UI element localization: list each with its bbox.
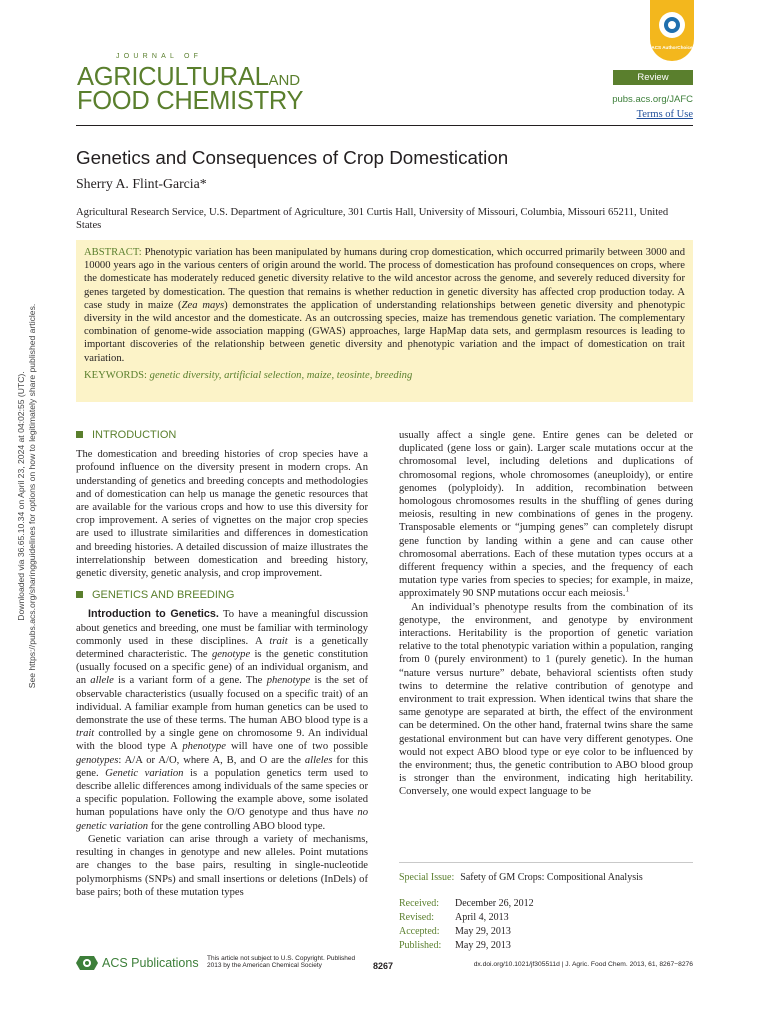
- reference-superscript[interactable]: 1: [625, 585, 629, 594]
- badge-label: ACS AuthorChoice: [651, 45, 693, 50]
- heading-genetics-breeding: [76, 589, 368, 602]
- received-label: Received:: [399, 898, 439, 909]
- published-value: May 29, 2013: [455, 940, 511, 951]
- text-run: for the gene controlling ABO blood type.: [148, 820, 326, 832]
- article-title: Genetics and Consequences of Crop Domestication: [76, 147, 509, 168]
- text-run: usually affect a single gene. Entire genes can be deleted or duplicated (gene loss or gain). Larger scale mutations occur at the chromosomal level, including deletions and duplications of chromosomal regions, whole chromosomes (aneuploidy), or entire genomes (polyploidy). In addition, recombination between homologous chromosomes results in the shuffling of genes during meiosis, resulting in new combinations of genes in the progeny. Transposable elements or “jumping genes” can completely disrupt gene function by landing within a gene and can cause other chromosomal aberrations. Each of these mutation types occurs at a different frequency within a species, and the frequency of each mutation type varies from species to species; for example, in maize, approximately 90 SNP mutations occur each meiosis.: [399, 430, 693, 600]
- journal-title-line-2: FOOD CHEMISTRY: [77, 87, 304, 115]
- subheading-intro-genetics: Introduction to Genetics.: [88, 608, 219, 621]
- special-issue-label: Special Issue:: [399, 872, 455, 883]
- received-date: [399, 897, 693, 911]
- term-genetic-variation: Genetic variation: [105, 767, 184, 779]
- terms-of-use-link[interactable]: Terms of Use: [636, 109, 693, 120]
- journal-of-label: JOURNAL OF: [116, 53, 203, 60]
- accepted-date: [399, 925, 693, 939]
- badge-center-icon: [668, 21, 676, 29]
- term-phenotype: phenotype: [266, 675, 311, 687]
- revised-value: April 4, 2013: [455, 912, 509, 923]
- special-issue-value: Safety of GM Crops: Compositional Analysis: [460, 872, 643, 883]
- text-run: To have a meaningful discussion about genetics and breeding, one must be familiar with terminology commonly used in these disciplines. A: [76, 609, 369, 647]
- genetics-paragraph: [76, 608, 368, 832]
- header-divider: [76, 125, 693, 126]
- revised-label: Revised:: [399, 912, 434, 923]
- revised-date: [399, 911, 693, 925]
- term-trait: trait: [269, 635, 288, 647]
- accepted-value: May 29, 2013: [455, 926, 511, 937]
- abstract-text-b: ) demonstrates the application of understanding relationships between genetic diversity and phenotypic diversity in the wild ancestor and the domesticate. As an outcrossing species, maize has tremendous genetic variation. The complementary combination of genome-wide association mapping (GWAS) approaches, large HapMap data sets, and germplasm resources is leading to important discoveries of the relationship between genetic diversity and phenotypic variation and the impact of domestication on trait variation.: [84, 299, 686, 364]
- text-run: : A/A or A/O, where A, B, and O are the: [118, 754, 305, 766]
- journal-url[interactable]: pubs.acs.org/JAFC: [612, 94, 693, 105]
- keywords: [84, 369, 685, 382]
- text-run: is a population genetics term used to describe allelic differences among individuals of the same species or a specific population. Following the example above, some isolated human populations have only the O/O genotype and thus have: [76, 767, 368, 819]
- citation-text: | J. Agric. Food Chem. 2013, 61, 8267−8276: [559, 961, 693, 968]
- abstract-box: [76, 240, 693, 402]
- author-affiliation: Agricultural Research Service, U.S. Department of Agriculture, 301 Curtis Hall, University of Missouri, Columbia, Missouri 65211, United States: [76, 207, 669, 231]
- heading-introduction-text: INTRODUCTION: [92, 429, 177, 441]
- journal-title-agricultural: AGRICULTURAL: [77, 63, 269, 91]
- special-issue: [399, 871, 693, 885]
- heading-square-icon: [76, 591, 83, 598]
- citation-line: [468, 961, 693, 968]
- term-trait: trait: [76, 728, 95, 740]
- journal-title-and: AND: [268, 72, 301, 89]
- mutation-paragraph: Genetic variation can arise through a variety of mechanisms, resulting in changes in genotype and new alleles. Point mutations are changes to the base pairs, resulting in single-nucleotide polymorphisms (SNPs) and small insertions or deletions (InDels) of base pairs; both of these mutation types: [76, 833, 368, 898]
- abstract-label: ABSTRACT:: [84, 247, 142, 258]
- term-allele: allele: [90, 675, 114, 687]
- watermark-line-2: See https://pubs.acs.org/sharingguidelines for options on how to legitimately share published articles.: [27, 303, 37, 689]
- keywords-values: genetic diversity, artificial selection, maize, teosinte, breeding: [149, 369, 413, 381]
- section-badge: Review: [613, 70, 693, 85]
- term-genotype: genotype: [211, 649, 251, 661]
- published-label: Published:: [399, 940, 442, 951]
- published-date: [399, 939, 693, 953]
- heading-introduction: [76, 429, 368, 442]
- term-phenotype: phenotype: [182, 741, 226, 753]
- intro-paragraph: The domestication and breeding histories of crop species have a profound influence on the diversity present in modern crops. An understanding of genetics and breeding concepts and methodologies and of domestication can help us manage the genetic resources that are available for the various crops and how to use this diversity for crop improvement. A series of vignettes on the major crop species are used to illustrate similarities and differences in domestication and breeding histories. A detailed discussion of maize illustrates the interrelationship between domestication and breeding history, genetic diversity, genetic analysis, and crop improvement.: [76, 449, 368, 580]
- acs-authorchoice-badge: [650, 0, 694, 61]
- text-run: is the genetic constitution (usually focused on a specific gene) of an individual organism, and an: [76, 649, 368, 687]
- acs-publications-logo: [76, 955, 199, 971]
- text-run: controlled by a single gene on chromosome 9. An individual with the blood type A: [76, 728, 368, 753]
- copyright-notice: This article not subject to U.S. Copyright. Published 2013 by the American Chemical Society: [207, 955, 356, 970]
- download-watermark: [16, 156, 38, 836]
- text-run: is a variant form of a gene. The: [113, 675, 267, 687]
- abstract-species: Zea mays: [181, 299, 225, 311]
- keywords-label: KEYWORDS:: [84, 369, 147, 381]
- heading-genetics-breeding-text: GENETICS AND BREEDING: [92, 589, 235, 602]
- term-alleles: alleles: [304, 754, 333, 766]
- author-name: Sherry A. Flint-Garcia*: [76, 176, 207, 191]
- text-run: for this gene.: [76, 754, 368, 779]
- term-genotypes: genotypes: [76, 754, 119, 766]
- text-run: is a genetically determined characteristic. The: [76, 635, 369, 661]
- article-dates: [399, 862, 693, 953]
- heading-square-icon: [76, 431, 83, 438]
- phenotype-paragraph: An individual’s phenotype results from the combination of its genotype, the environment, and genotype by environment interactions. Heritability is the proportion of genetic variation relative to the total phenotypic variation within a population, ranging from 0 (purely environment) to 1 (purely genetic). In the human “nature versus nurture” debate, behavioral scientists often study twins to determine the relative contribution of genotype and environment to trait expression. When identical twins that share the same genotype are separated at birth, the effect of the environment can be determined. On the other hand, fraternal twins share the same gestational environment but can have very different genotypes. One would not expect ABO blood type or eye color to be influenced by the environment; thus, the genetic contribution to ABO blood group is stronger than the environment, indicating high heritability. Conversely, one would expect language to be: [399, 601, 693, 798]
- abstract-text: [84, 246, 685, 365]
- right-column: [399, 429, 693, 799]
- page-number: 8267: [373, 961, 394, 971]
- publisher-name: ACS Publications: [102, 956, 199, 970]
- accepted-label: Accepted:: [399, 926, 440, 937]
- text-run: is the set of observable characteristics (usually focused on a specific trait) of an individual. A familiar example from human genetics can be used to demonstrate the use of these terms. The human ABO blood type is a: [76, 675, 369, 727]
- mutation-paragraph-continued: [399, 429, 693, 601]
- received-value: December 26, 2012: [455, 898, 534, 909]
- term-no-genetic-variation: no genetic variation: [76, 807, 368, 832]
- acs-hexagon-icon: [76, 955, 98, 971]
- watermark-line-1: Downloaded via 36.65.10.34 on April 23, 2024 at 04:02:55 (UTC).: [16, 371, 26, 621]
- left-column: [76, 429, 368, 899]
- doi-link[interactable]: dx.doi.org/10.1021/jf305511d: [473, 961, 560, 968]
- text-run: will have one of two possible: [225, 741, 368, 753]
- abstract-text-a: Phenotypic variation has been manipulated by humans during crop domestication, which occurred primarily between 3000 and 10000 years ago in the various centers of origin around the world. The process of domestication has profound consequences on crops, where the domesticate has moderately reduced genetic diversity relative to the wild ancestor across the genome, and severely reduced diversity for genes targeted by domestication. The question that remains is whether reduction in genetic diversity has affected crop production today. A case study in maize (: [84, 247, 685, 311]
